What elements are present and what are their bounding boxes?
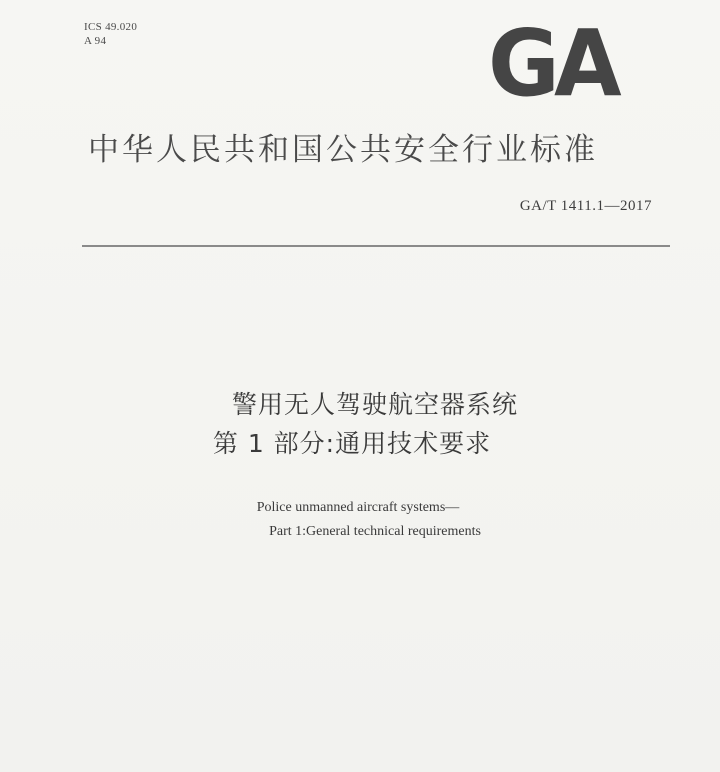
ga-logo: GA xyxy=(488,10,616,117)
english-title xyxy=(0,496,720,544)
classification-codes xyxy=(84,20,137,48)
english-title-line-1: Police unmanned aircraft systems— xyxy=(256,500,460,515)
ccs-code: A 94 xyxy=(84,35,107,47)
header-divider xyxy=(82,245,670,247)
english-title-line-2: Part 1:General technical requirements xyxy=(269,524,481,539)
chinese-title xyxy=(0,385,720,463)
chinese-title-line-2: 第 1 部分:通用技术要求 xyxy=(212,429,492,458)
standard-number: GA/T 1411.1—2017 xyxy=(519,198,652,214)
ics-code: ICS 49.020 xyxy=(84,21,138,33)
standard-category-title: 中华人民共和国公共安全行业标准 xyxy=(88,132,598,168)
chinese-title-line-1: 警用无人驾驶航空器系统 xyxy=(231,390,518,419)
